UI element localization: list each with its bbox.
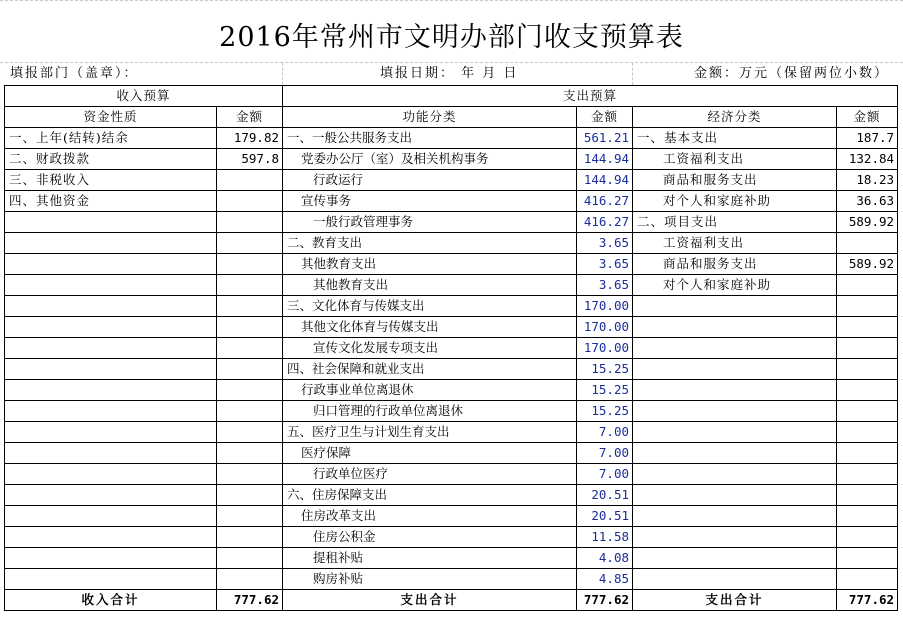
expense-budget-header: 支出预算 bbox=[283, 86, 898, 107]
income-item-amount bbox=[217, 296, 283, 317]
economic-item-amount bbox=[837, 422, 898, 443]
economic-item-amount bbox=[837, 338, 898, 359]
economic-item-amount bbox=[837, 359, 898, 380]
income-item-label bbox=[5, 485, 217, 506]
functional-item-amount: 170.00 bbox=[577, 338, 633, 359]
functional-item-label: 五、医疗卫生与计划生育支出 bbox=[283, 422, 577, 443]
economic-item-label bbox=[633, 485, 837, 506]
income-item-amount: 179.82 bbox=[217, 128, 283, 149]
functional-item-label: 党委办公厅（室）及相关机构事务 bbox=[283, 149, 577, 170]
economic-item-label bbox=[633, 548, 837, 569]
table-row bbox=[5, 275, 898, 296]
income-item-amount bbox=[217, 569, 283, 590]
income-item-amount bbox=[217, 485, 283, 506]
functional-item-amount: 170.00 bbox=[577, 317, 633, 338]
table-row bbox=[5, 359, 898, 380]
functional-item-label: 六、住房保障支出 bbox=[283, 485, 577, 506]
economic-item-label: 一、基本支出 bbox=[633, 128, 837, 149]
income-item-amount bbox=[217, 212, 283, 233]
economic-item-amount: 132.84 bbox=[837, 149, 898, 170]
income-item-amount bbox=[217, 422, 283, 443]
income-item-label: 三、非税收入 bbox=[5, 170, 217, 191]
income-item-amount bbox=[217, 254, 283, 275]
table-row bbox=[5, 170, 898, 191]
functional-item-label: 其他教育支出 bbox=[283, 275, 577, 296]
income-budget-header: 收入预算 bbox=[5, 86, 283, 107]
functional-item-amount: 416.27 bbox=[577, 191, 633, 212]
functional-item-label: 一、一般公共服务支出 bbox=[283, 128, 577, 149]
income-item-amount bbox=[217, 527, 283, 548]
table-row bbox=[5, 506, 898, 527]
income-item-amount bbox=[217, 359, 283, 380]
functional-item-amount: 3.65 bbox=[577, 254, 633, 275]
economic-item-label: 二、项目支出 bbox=[633, 212, 837, 233]
functional-item-label: 宣传事务 bbox=[283, 191, 577, 212]
income-item-label bbox=[5, 443, 217, 464]
economic-item-label bbox=[633, 506, 837, 527]
income-item-amount bbox=[217, 464, 283, 485]
economic-item-amount: 187.7 bbox=[837, 128, 898, 149]
functional-item-label: 其他文化体育与传媒支出 bbox=[283, 317, 577, 338]
economic-class-header: 经济分类 bbox=[633, 107, 837, 128]
economic-item-label bbox=[633, 443, 837, 464]
income-item-label bbox=[5, 527, 217, 548]
divider bbox=[632, 63, 633, 85]
reporting-date: 填报日期： 年 月 日 bbox=[380, 66, 519, 81]
functional-item-amount: 15.25 bbox=[577, 401, 633, 422]
income-item-amount bbox=[217, 233, 283, 254]
functional-item-amount: 15.25 bbox=[577, 380, 633, 401]
income-total-label: 收入合计 bbox=[5, 590, 217, 611]
income-item-amount bbox=[217, 170, 283, 191]
economic-item-label: 商品和服务支出 bbox=[633, 254, 837, 275]
economic-item-label bbox=[633, 380, 837, 401]
income-item-label bbox=[5, 338, 217, 359]
economic-item-label: 工资福利支出 bbox=[633, 149, 837, 170]
table-row bbox=[5, 464, 898, 485]
functional-item-amount: 7.00 bbox=[577, 422, 633, 443]
functional-item-amount: 3.65 bbox=[577, 233, 633, 254]
income-item-label bbox=[5, 359, 217, 380]
functional-item-amount: 20.51 bbox=[577, 506, 633, 527]
income-item-label bbox=[5, 506, 217, 527]
income-item-label bbox=[5, 317, 217, 338]
functional-item-amount: 15.25 bbox=[577, 359, 633, 380]
income-item-amount bbox=[217, 548, 283, 569]
functional-item-amount: 561.21 bbox=[577, 128, 633, 149]
economic-item-label bbox=[633, 422, 837, 443]
functional-item-label: 行政运行 bbox=[283, 170, 577, 191]
income-item-label bbox=[5, 296, 217, 317]
income-item-amount bbox=[217, 317, 283, 338]
functional-item-label: 宣传文化发展专项支出 bbox=[283, 338, 577, 359]
header-row-2 bbox=[5, 107, 898, 128]
economic-item-amount bbox=[837, 527, 898, 548]
table-row bbox=[5, 527, 898, 548]
income-item-label bbox=[5, 548, 217, 569]
functional-item-amount: 416.27 bbox=[577, 212, 633, 233]
economic-total-label: 支出合计 bbox=[633, 590, 837, 611]
functional-item-label: 其他教育支出 bbox=[283, 254, 577, 275]
income-item-label bbox=[5, 233, 217, 254]
header-row-1 bbox=[5, 86, 898, 107]
economic-item-label bbox=[633, 338, 837, 359]
divider bbox=[282, 63, 283, 85]
economic-item-label bbox=[633, 464, 837, 485]
functional-item-amount: 4.08 bbox=[577, 548, 633, 569]
economic-item-amount bbox=[837, 548, 898, 569]
economic-item-label: 对个人和家庭补助 bbox=[633, 275, 837, 296]
functional-item-label: 住房改革支出 bbox=[283, 506, 577, 527]
income-amount-header: 金额 bbox=[217, 107, 283, 128]
table-row bbox=[5, 569, 898, 590]
economic-item-amount bbox=[837, 380, 898, 401]
table-row bbox=[5, 401, 898, 422]
income-item-label bbox=[5, 422, 217, 443]
table-row bbox=[5, 233, 898, 254]
functional-item-label: 行政事业单位离退休 bbox=[283, 380, 577, 401]
income-item-amount bbox=[217, 338, 283, 359]
functional-item-label: 住房公积金 bbox=[283, 527, 577, 548]
table-row bbox=[5, 485, 898, 506]
functional-item-amount: 11.58 bbox=[577, 527, 633, 548]
economic-item-amount: 589.92 bbox=[837, 254, 898, 275]
functional-item-amount: 144.94 bbox=[577, 149, 633, 170]
table-row bbox=[5, 317, 898, 338]
economic-item-amount: 36.63 bbox=[837, 191, 898, 212]
income-item-amount bbox=[217, 191, 283, 212]
income-item-label bbox=[5, 401, 217, 422]
economic-item-amount bbox=[837, 464, 898, 485]
income-item-amount bbox=[217, 443, 283, 464]
title-row bbox=[0, 0, 903, 63]
functional-item-label: 四、社会保障和就业支出 bbox=[283, 359, 577, 380]
budget-table bbox=[4, 85, 898, 611]
functional-amount-header: 金额 bbox=[577, 107, 633, 128]
income-total-amount: 777.62 bbox=[217, 590, 283, 611]
economic-item-label bbox=[633, 401, 837, 422]
functional-item-amount: 7.00 bbox=[577, 443, 633, 464]
economic-item-amount bbox=[837, 233, 898, 254]
income-item-label bbox=[5, 569, 217, 590]
functional-item-amount: 7.00 bbox=[577, 464, 633, 485]
functional-item-label: 购房补贴 bbox=[283, 569, 577, 590]
amount-unit: 金额：万元（保留两位小数） bbox=[693, 66, 889, 81]
economic-item-label bbox=[633, 359, 837, 380]
functional-item-amount: 20.51 bbox=[577, 485, 633, 506]
table-row bbox=[5, 380, 898, 401]
economic-item-label: 工资福利支出 bbox=[633, 233, 837, 254]
economic-item-label: 商品和服务支出 bbox=[633, 170, 837, 191]
functional-item-amount: 3.65 bbox=[577, 275, 633, 296]
expense-total-amount: 777.62 bbox=[577, 590, 633, 611]
economic-item-label bbox=[633, 296, 837, 317]
economic-item-amount bbox=[837, 317, 898, 338]
economic-item-amount bbox=[837, 443, 898, 464]
income-item-label bbox=[5, 380, 217, 401]
income-item-label: 二、财政拨款 bbox=[5, 149, 217, 170]
functional-item-label: 三、文化体育与传媒支出 bbox=[283, 296, 577, 317]
economic-item-amount: 589.92 bbox=[837, 212, 898, 233]
functional-item-label: 提租补贴 bbox=[283, 548, 577, 569]
economic-item-amount: 18.23 bbox=[837, 170, 898, 191]
income-item-label: 一、上年(结转)结余 bbox=[5, 128, 217, 149]
table-row bbox=[5, 212, 898, 233]
table-row bbox=[5, 296, 898, 317]
functional-class-header: 功能分类 bbox=[283, 107, 577, 128]
income-item-label bbox=[5, 464, 217, 485]
economic-item-amount bbox=[837, 296, 898, 317]
table-row bbox=[5, 128, 898, 149]
functional-item-label: 行政单位医疗 bbox=[283, 464, 577, 485]
functional-item-amount: 144.94 bbox=[577, 170, 633, 191]
table-row bbox=[5, 443, 898, 464]
table-row bbox=[5, 422, 898, 443]
income-item-label bbox=[5, 254, 217, 275]
income-item-label bbox=[5, 275, 217, 296]
economic-item-label bbox=[633, 569, 837, 590]
table-row bbox=[5, 149, 898, 170]
table-row bbox=[5, 191, 898, 212]
functional-item-label: 医疗保障 bbox=[283, 443, 577, 464]
income-item-amount bbox=[217, 380, 283, 401]
economic-item-amount bbox=[837, 506, 898, 527]
functional-item-label: 二、教育支出 bbox=[283, 233, 577, 254]
functional-item-amount: 4.85 bbox=[577, 569, 633, 590]
economic-item-amount bbox=[837, 401, 898, 422]
functional-item-amount: 170.00 bbox=[577, 296, 633, 317]
economic-item-amount bbox=[837, 569, 898, 590]
economic-amount-header: 金额 bbox=[837, 107, 898, 128]
income-item-label: 四、其他资金 bbox=[5, 191, 217, 212]
income-item-amount bbox=[217, 275, 283, 296]
income-item-label bbox=[5, 212, 217, 233]
functional-item-label: 归口管理的行政单位离退休 bbox=[283, 401, 577, 422]
reporting-department: 填报部门（盖章）： bbox=[10, 66, 139, 81]
economic-item-amount bbox=[837, 275, 898, 296]
table-row bbox=[5, 338, 898, 359]
income-item-amount: 597.8 bbox=[217, 149, 283, 170]
table-row bbox=[5, 548, 898, 569]
economic-item-label bbox=[633, 527, 837, 548]
expense-total-label: 支出合计 bbox=[283, 590, 577, 611]
page-title: 2016年常州市文明办部门收支预算表 bbox=[219, 22, 684, 53]
economic-item-label bbox=[633, 317, 837, 338]
economic-total-amount: 777.62 bbox=[837, 590, 898, 611]
economic-item-label: 对个人和家庭补助 bbox=[633, 191, 837, 212]
income-item-amount bbox=[217, 506, 283, 527]
functional-item-label: 一般行政管理事务 bbox=[283, 212, 577, 233]
fund-nature-header: 资金性质 bbox=[5, 107, 217, 128]
table-row bbox=[5, 254, 898, 275]
totals-row bbox=[5, 590, 898, 611]
economic-item-amount bbox=[837, 485, 898, 506]
income-item-amount bbox=[217, 401, 283, 422]
